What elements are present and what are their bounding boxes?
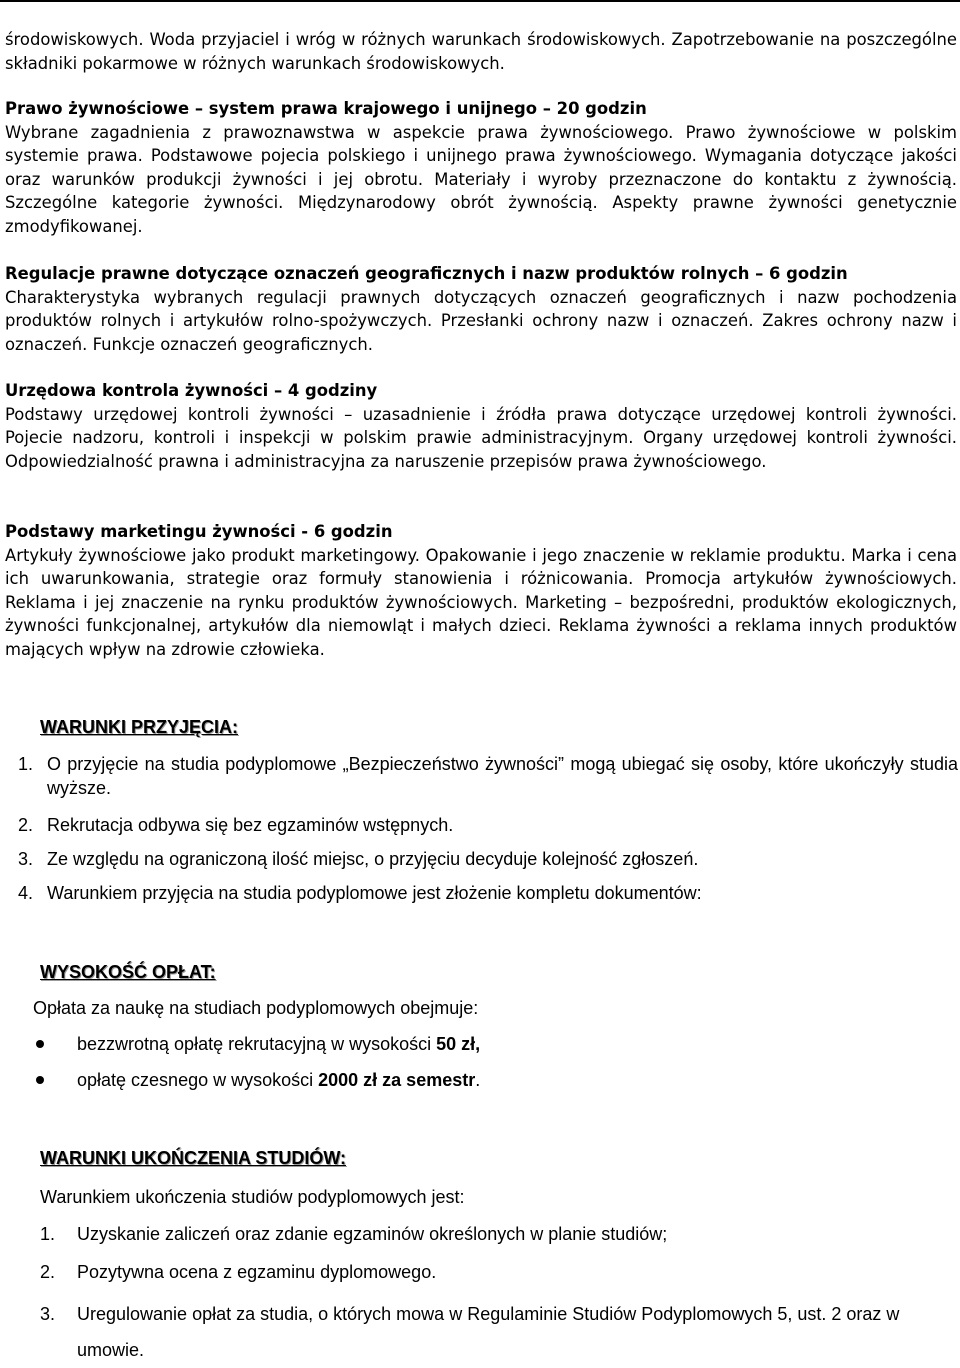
list-number: 3. [40, 1304, 56, 1324]
section-body: Artykuły żywnościowe jako produkt marketingowy. Opakowanie i jego znaczenie w reklamie produktu. Marka i cena ich uwarunkowania, strategie oraz formuły stanowienia i różnicowania. Promocja artykułów żywnościowych. Reklama i jej znaczenie na rynku produktów żywnościowych. Marketing – bezpośredni, produktów ekologicznych, żywności funkcjonalnej, artykułów dla niemowląt i małych dzieci. Reklama żywności a reklama innych produktów mających wpływ na zdrowie człowieka. [5, 545, 957, 659]
fees-intro: Opłata za naukę na studiach podyplomowych obejmuje: [33, 998, 479, 1018]
list-item [18, 752, 958, 800]
list-number: 2. [18, 815, 34, 835]
section-heading: Regulacje prawne dotyczące oznaczeń geograficznych i nazw produktów rolnych – 6 godzin [5, 264, 848, 283]
intro-text: środowiskowych. Woda przyjaciel i wróg w różnych warunkach środowiskowych. Zapotrzebowanie na poszczególne składniki pokarmowe w różnych warunkach środowiskowych. [5, 30, 957, 73]
section-heading: Podstawy marketingu żywności - 6 godzin [5, 522, 393, 541]
completion-heading: WARUNKI UKOŃCZENIA STUDIÓW: [40, 1148, 346, 1168]
fee-text: bezzwrotną opłatę rekrutacyjną w wysokości [77, 1034, 437, 1054]
bullet-icon [36, 1076, 44, 1084]
fee-amount: 50 zł, [436, 1034, 481, 1054]
list-item [40, 1260, 940, 1284]
list-item [40, 1222, 940, 1246]
completion-intro: Warunkiem ukończenia studiów podyplomowych jest: [40, 1187, 465, 1207]
admission-heading: WARUNKI PRZYJĘCIA: [40, 717, 239, 737]
intro-paragraph [5, 28, 957, 75]
section-geographic-indications [5, 262, 957, 356]
list-number: 1. [18, 754, 34, 774]
section-heading: Urzędowa kontrola żywności – 4 godziny [5, 381, 378, 400]
fee-item [77, 1032, 480, 1056]
list-item [18, 847, 958, 871]
list-item [40, 1296, 900, 1368]
bullet-icon [36, 1040, 44, 1048]
list-text: Uzyskanie zaliczeń oraz zdanie egzaminów określonych w planie studiów; [77, 1224, 668, 1244]
list-number: 4. [18, 883, 34, 903]
list-item [18, 813, 958, 837]
section-official-control [5, 379, 957, 473]
section-body: Podstawy urzędowej kontroli żywności – uzasadnienie i źródła prawa dotyczące urzędowej kontroli żywności. Pojecie nadzoru, kontroli i inspekcji w polskim prawie administracyjnym. Organy urzędowej kontroli żywności. Odpowiedzialność prawna i administracyjna za naruszenie przepisów prawa żywnościowego. [5, 404, 957, 471]
fee-amount: 2000 zł za semestr [318, 1070, 476, 1090]
list-number: 3. [18, 849, 34, 869]
top-rule [0, 0, 960, 2]
section-body: Charakterystyka wybranych regulacji prawnych dotyczących oznaczeń geograficznych i nazw pochodzenia produktów rolnych i artykułów rolno-spożywczych. Przesłanki ochrony nazw i oznaczeń. Zakres ochrony nazw i oznaczeń. Funkcje oznaczeń geograficznych. [5, 287, 957, 354]
fee-suffix: . [475, 1070, 481, 1090]
list-number: 2. [40, 1262, 56, 1282]
list-number: 1. [40, 1224, 56, 1244]
fee-text: opłatę czesnego w wysokości [77, 1070, 319, 1090]
section-marketing [5, 520, 957, 661]
list-text: Uregulowanie opłat za studia, o których mowa w Regulaminie Studiów Podyplomowych 5, ust. 2 oraz w umowie. [77, 1304, 900, 1360]
list-text: Rekrutacja odbywa się bez egzaminów wstępnych. [47, 815, 454, 835]
list-text: Ze względu na ograniczoną ilość miejsc, o przyjęciu decyduje kolejność zgłoszeń. [47, 849, 699, 869]
fees-heading: WYSOKOŚĆ OPŁAT: [40, 962, 216, 982]
list-text: O przyjęcie na studia podyplomowe „Bezpieczeństwo żywności” mogą ubiegać się osoby, które ukończyły studia wyższe. [47, 754, 958, 798]
list-text: Warunkiem przyjęcia na studia podyplomowe jest złożenie kompletu dokumentów: [47, 883, 702, 903]
list-text: Pozytywna ocena z egzaminu dyplomowego. [77, 1262, 437, 1282]
fee-item [77, 1068, 480, 1092]
list-item [18, 881, 958, 905]
section-body: Wybrane zagadnienia z prawoznawstwa w aspekcie prawa żywnościowego. Prawo żywnościowe w polskim systemie prawa. Podstawowe pojecia polskiego i unijnego prawa żywnościowego. Wymagania dotyczące jakości oraz warunków produkcji żywności i jej obrotu. Materiały i wyroby przeznaczone do kontaktu z żywnością. Szczególne kategorie żywności. Międzynarodowy obrót żywnością. Aspekty prawne żywności genetycznie zmodyfikowanej. [5, 122, 957, 236]
section-food-law [5, 97, 957, 238]
section-heading: Prawo żywnościowe – system prawa krajowego i unijnego – 20 godzin [5, 99, 647, 118]
